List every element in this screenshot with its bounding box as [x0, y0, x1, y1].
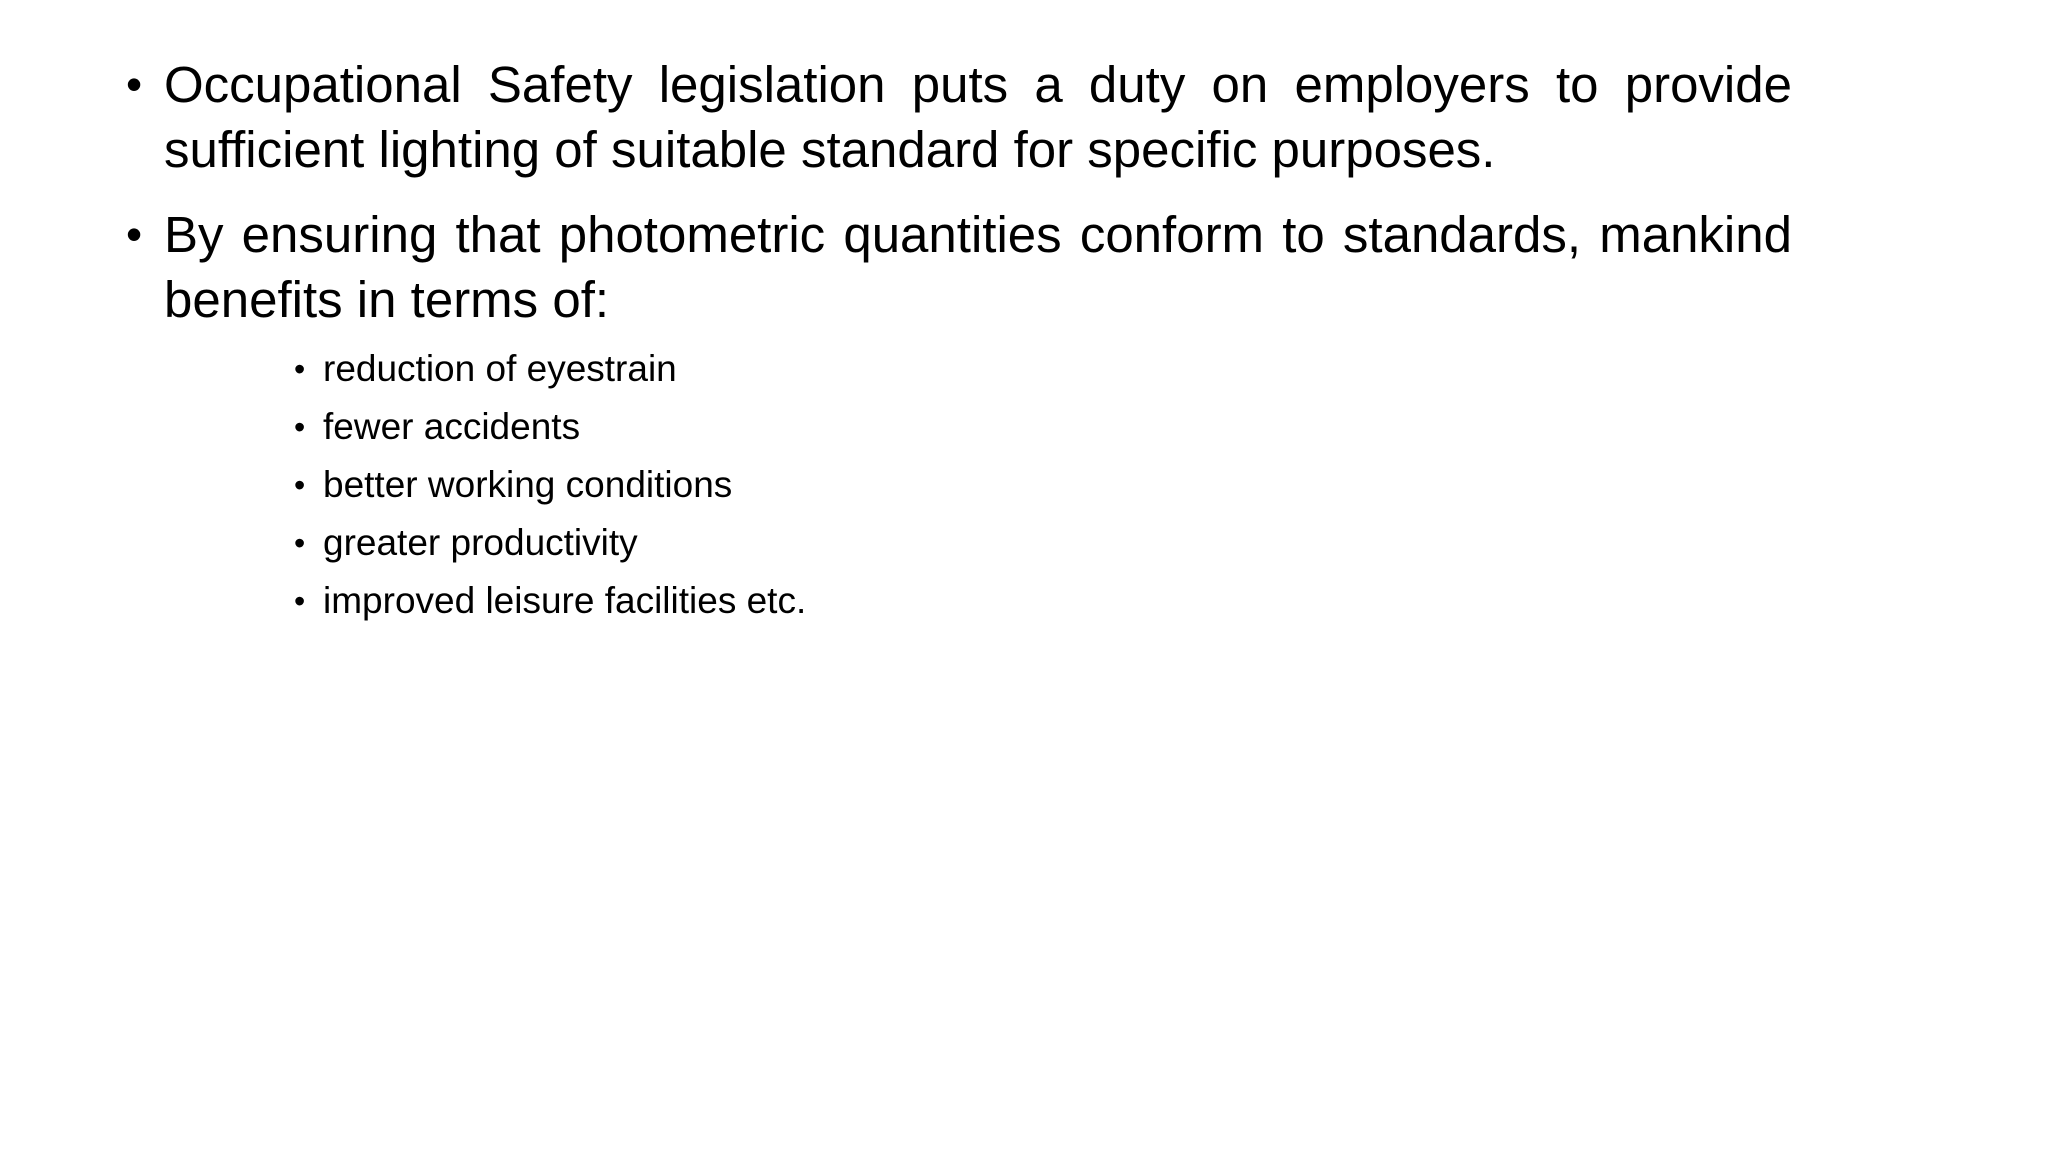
sub-bullet-text: fewer accidents: [323, 406, 581, 447]
bullet-list: [120, 52, 1792, 630]
bullet-text: By ensuring that photometric quantities conform to standards, mankind benefits in terms of:: [164, 206, 1792, 328]
sub-bullet-text: improved leisure facilities etc.: [323, 580, 807, 621]
sub-bullet-text: greater productivity: [323, 522, 638, 563]
sub-bullet-item: [164, 456, 1792, 514]
bullet-item-legislation: [120, 52, 1792, 182]
bullet-item-benefits: [120, 202, 1792, 630]
bullet-text: Occupational Safety legislation puts a duty on employers to provide sufficient lighting of suitable standard for specific purposes.: [164, 56, 1792, 178]
sub-bullet-item: [164, 514, 1792, 572]
sub-bullet-icon: •: [294, 351, 306, 387]
sub-bullet-text: better working conditions: [323, 464, 733, 505]
slide-body: [120, 52, 1792, 650]
sub-bullet-list: [164, 340, 1792, 630]
bullet-icon: •: [126, 58, 143, 110]
sub-bullet-item: [164, 398, 1792, 456]
bullet-icon: •: [126, 208, 143, 260]
sub-bullet-icon: •: [294, 583, 306, 619]
sub-bullet-icon: •: [294, 409, 306, 445]
sub-bullet-item: [164, 340, 1792, 398]
sub-bullet-text: reduction of eyestrain: [323, 348, 677, 389]
sub-bullet-icon: •: [294, 467, 306, 503]
sub-bullet-icon: •: [294, 525, 306, 561]
sub-bullet-item: [164, 572, 1792, 630]
